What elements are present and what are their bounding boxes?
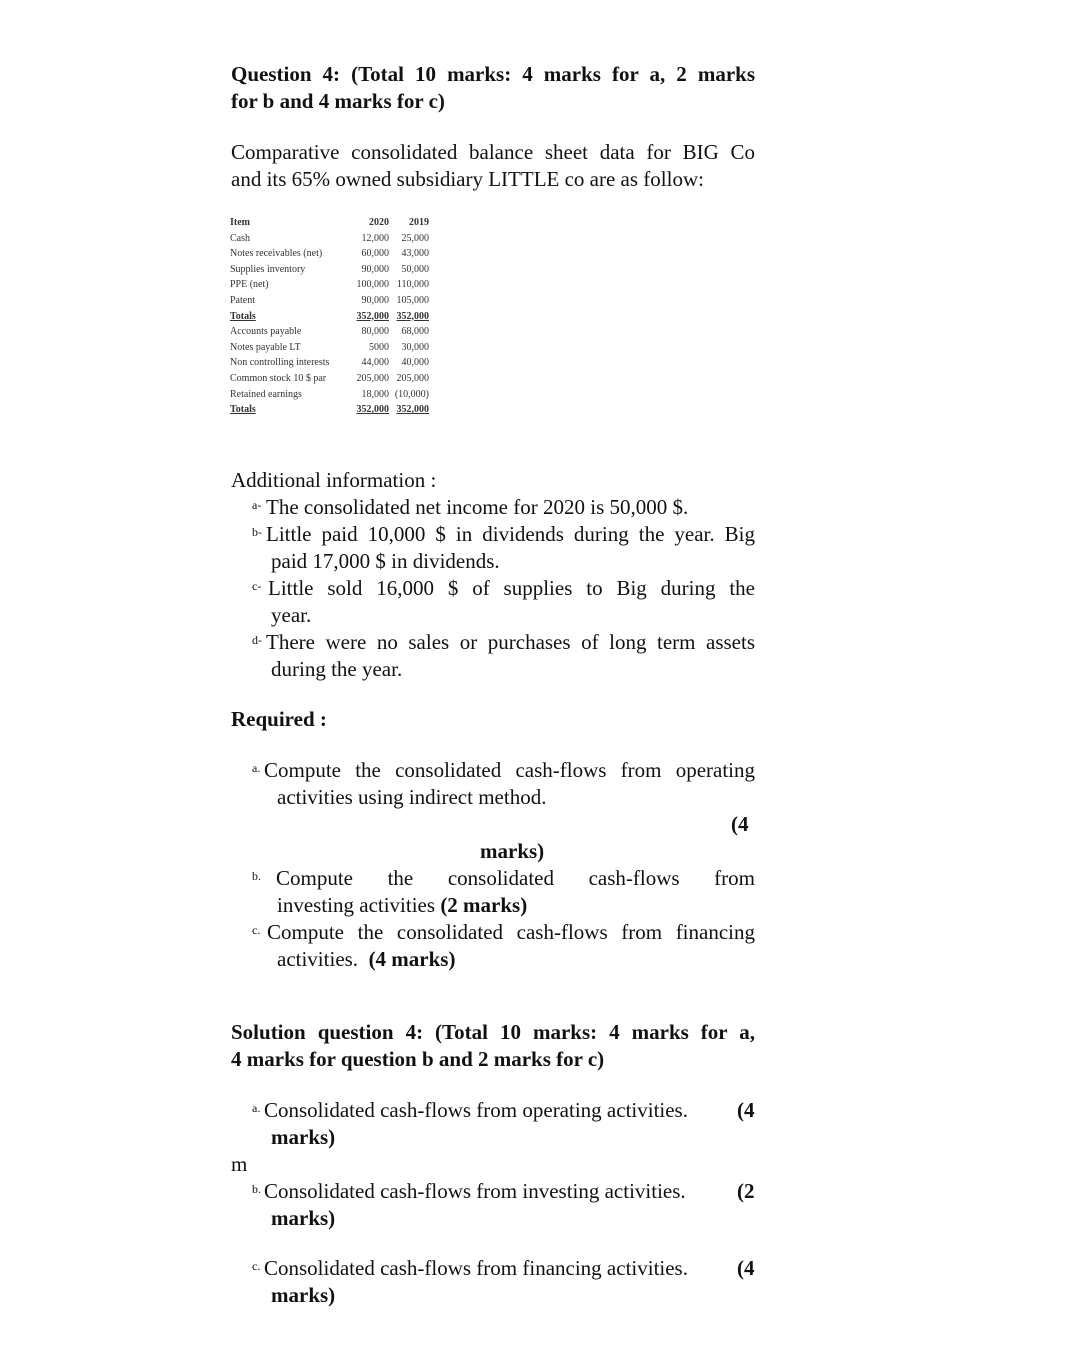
row-item: Common stock 10 $ par <box>230 372 327 384</box>
row-2019: 40,000 <box>401 357 429 369</box>
required-b-line2: investing activities <box>277 893 436 917</box>
required-c-line1: Compute the consolidated cash-flows from financing <box>267 920 755 944</box>
table-row <box>230 246 429 262</box>
row-item: Totals <box>230 310 256 322</box>
solution-marker-c: c. <box>252 1259 261 1273</box>
row-2020: 90,000 <box>361 263 389 275</box>
row-2020: 44,000 <box>361 357 389 369</box>
solution-marker-a: a. <box>252 1101 261 1115</box>
additional-heading: Additional information : <box>231 468 437 492</box>
row-2020: 352,000 <box>356 310 389 322</box>
row-2020: 205,000 <box>356 372 389 384</box>
solution-a-marks-close: marks) <box>271 1125 336 1149</box>
solution-b-text: Consolidated cash-flows from investing activities. <box>264 1179 686 1203</box>
row-item: Patent <box>230 294 255 306</box>
row-2019: 30,000 <box>401 341 429 353</box>
required-marker-b: b. <box>252 869 261 883</box>
solution-a-text: Consolidated cash-flows from operating activities. <box>264 1098 688 1122</box>
row-2019: 352,000 <box>396 310 429 322</box>
solution-title-line1: Solution question 4: (Total 10 marks: 4 marks for a, <box>231 1020 755 1044</box>
row-2020: 90,000 <box>361 294 389 306</box>
row-item: Notes payable LT <box>230 341 301 353</box>
required-b-marks: (2 marks) <box>440 893 528 917</box>
row-item: Accounts payable <box>230 326 302 338</box>
solution-title-line2: 4 marks for question b and 2 marks for c) <box>231 1047 605 1071</box>
solution-c-text: Consolidated cash-flows from financing activities. <box>264 1256 688 1280</box>
required-marker-c: c. <box>252 923 261 937</box>
solution-c-marks-open: (4 <box>737 1256 755 1280</box>
row-2019: 352,000 <box>396 404 429 416</box>
table-row <box>230 340 429 356</box>
additional-b-line2: paid 17,000 $ in dividends. <box>271 549 500 573</box>
totals-row <box>230 309 429 325</box>
required-c-line2-wrap <box>277 946 455 973</box>
required-a-marks-open: (4 <box>731 812 749 836</box>
required-marker-a: a. <box>252 761 261 775</box>
additional-marker-d: d- <box>252 633 262 647</box>
table-row <box>230 371 429 387</box>
table-row <box>230 355 429 371</box>
row-2019: (10,000) <box>394 388 429 400</box>
row-2019: 43,000 <box>401 248 429 260</box>
additional-b-line1: Little paid 10,000 $ in dividends during the year. Big <box>266 522 755 546</box>
additional-d-line2: during the year. <box>271 657 403 681</box>
required-a-line2: activities using indirect method. <box>277 785 547 809</box>
table-row <box>230 387 429 403</box>
table-row <box>230 262 429 278</box>
required-a-line1: Compute the consolidated cash-flows from operating <box>264 758 755 782</box>
row-item: Notes receivables (net) <box>230 248 323 260</box>
table-header-row <box>230 215 429 231</box>
additional-c-line1: Little sold 16,000 $ of supplies to Big during the <box>268 576 755 600</box>
solution-marker-b: b. <box>252 1182 261 1196</box>
row-item: Totals <box>230 404 256 416</box>
table-row <box>230 293 429 309</box>
solution-a-marks-open: (4 <box>737 1098 755 1122</box>
row-2020: 100,000 <box>356 279 389 291</box>
intro-line1: Comparative consolidated balance sheet data for BIG Co <box>231 140 755 164</box>
required-b-line2-wrap <box>277 892 527 919</box>
additional-marker-a: a- <box>252 498 262 512</box>
row-2020: 352,000 <box>356 404 389 416</box>
header-2020: 2020 <box>369 217 389 228</box>
row-2019: 105,000 <box>396 294 429 306</box>
header-2019: 2019 <box>409 217 429 228</box>
row-2020: 60,000 <box>361 248 389 260</box>
row-item: Cash <box>230 232 250 244</box>
row-2019: 110,000 <box>396 279 429 291</box>
additional-c-line2: year. <box>271 603 312 627</box>
required-b-line1: Compute the consolidated cash-flows from <box>276 866 755 890</box>
row-2020: 12,000 <box>361 232 389 244</box>
additional-marker-c: c- <box>252 579 262 593</box>
row-item: PPE (net) <box>230 279 269 291</box>
solution-c-marks-close: marks) <box>271 1283 336 1307</box>
row-2019: 205,000 <box>396 372 429 384</box>
totals-row <box>230 402 429 418</box>
balance-sheet-table <box>230 215 429 418</box>
table-row <box>230 324 429 340</box>
required-a-marks-close: marks) <box>480 839 545 863</box>
required-c-marks: (4 marks) <box>368 947 456 971</box>
row-2020: 80,000 <box>361 326 389 338</box>
row-2019: 68,000 <box>401 326 429 338</box>
row-item: Non controlling interests <box>230 357 330 369</box>
additional-d-line1: There were no sales or purchases of long term assets <box>266 630 755 654</box>
question-title-line1: Question 4: (Total 10 marks: 4 marks for a, 2 marks <box>231 62 755 86</box>
required-c-line2: activities. <box>277 947 359 971</box>
row-item: Supplies inventory <box>230 263 306 275</box>
row-item: Retained earnings <box>230 388 302 400</box>
header-item: Item <box>230 217 250 228</box>
solution-b-marks-close: marks) <box>271 1206 336 1230</box>
row-2019: 50,000 <box>401 263 429 275</box>
row-2019: 25,000 <box>401 232 429 244</box>
row-2020: 18,000 <box>361 388 389 400</box>
additional-a-line1: The consolidated net income for 2020 is 50,000 $. <box>266 495 689 519</box>
row-2020: 5000 <box>369 341 389 353</box>
solution-b-marks-open: (2 <box>737 1179 755 1203</box>
table-row <box>230 277 429 293</box>
additional-marker-b: b- <box>252 525 262 539</box>
question-title-line2: for b and 4 marks for c) <box>231 89 445 113</box>
intro-line2: and its 65% owned subsidiary LITTLE co are as follow: <box>231 167 704 191</box>
stray-text: m <box>231 1152 248 1176</box>
table-row <box>230 231 429 247</box>
required-heading: Required : <box>231 707 327 731</box>
